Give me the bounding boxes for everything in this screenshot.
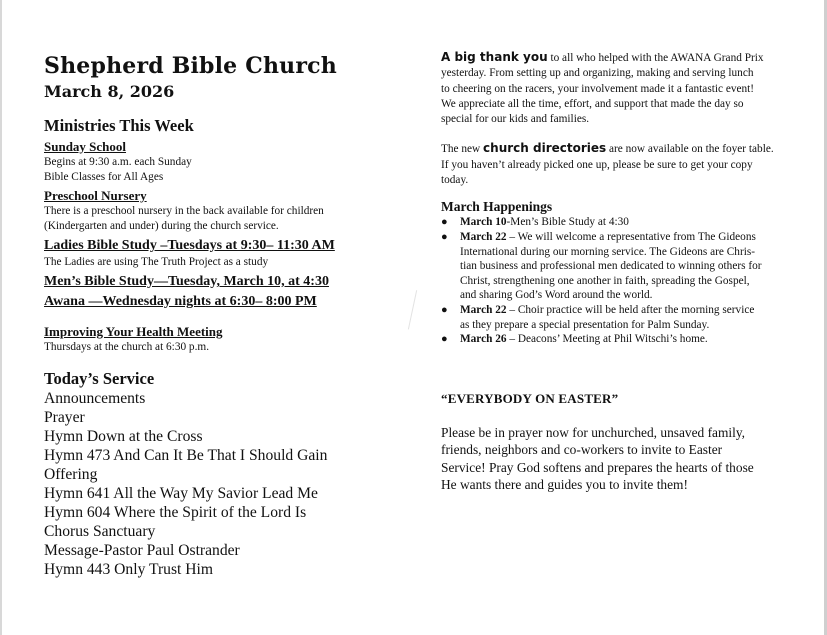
preschool-block xyxy=(44,188,416,234)
happening-item xyxy=(441,215,803,230)
service-item: Offering xyxy=(44,466,98,483)
happening-item xyxy=(441,303,803,332)
service-section xyxy=(44,369,416,579)
thank-you-block xyxy=(441,50,803,127)
preschool-line1: There is a preschool nursery in the back available for children xyxy=(44,205,324,217)
service-item: Hymn 443 Only Trust Him xyxy=(44,561,213,578)
easter-body xyxy=(441,424,803,494)
preschool-heading: Preschool Nursery xyxy=(44,188,147,203)
directories-block xyxy=(441,141,803,188)
easter-line: Please be in prayer now for unchurched, unsaved family, xyxy=(441,424,746,440)
ministries-title: Ministries This Week xyxy=(44,116,194,135)
directories-bold: church directories xyxy=(483,141,607,156)
service-item: Message-Pastor Paul Ostrander xyxy=(44,542,240,559)
health-meeting-heading: Improving Your Health Meeting xyxy=(44,324,223,339)
mens-study-block xyxy=(44,273,416,291)
directories-line3: today. xyxy=(441,174,469,187)
bullet-icon: ● xyxy=(441,216,448,229)
service-item: Hymn 604 Where the Spirit of the Lord Is xyxy=(44,504,307,521)
thank-you-line1: A big thank you to all who helped with the AWANA Grand Prix xyxy=(441,50,764,64)
happenings-list xyxy=(441,215,803,346)
happening-text: -Men’s Bible Study at 4:30 xyxy=(506,216,629,229)
bullet-icon: ● xyxy=(441,303,448,316)
health-meeting-line1: Thursdays at the church at 6:30 p.m. xyxy=(44,341,210,353)
thank-you-line5: special for our kids and families. xyxy=(441,113,590,126)
health-meeting-block xyxy=(44,324,416,355)
directories-line1: The new church directories are now available on the foyer table. xyxy=(441,141,774,156)
easter-line: friends, neighbors and co-workers to invite to Easter xyxy=(441,442,723,458)
thank-you-line4: We appreciate all the time, effort, and support that made the day so xyxy=(441,97,744,110)
easter-heading: “EVERYBODY ON EASTER” xyxy=(441,390,619,406)
service-item: Hymn Down at the Cross xyxy=(44,428,203,445)
ladies-study-block xyxy=(44,237,416,270)
happening-text: – Choir practice will be held after the morning service xyxy=(506,303,755,316)
service-title: Today’s Service xyxy=(44,369,155,388)
sunday-school-block xyxy=(44,139,416,185)
happening-text: tian business and professional men dedicated to winning others for xyxy=(460,260,762,273)
happenings-title: March Happenings xyxy=(441,199,553,215)
left-column xyxy=(44,52,416,579)
bullet-icon: ● xyxy=(441,230,448,243)
happening-date: March 10 xyxy=(460,216,507,229)
happening-date: March 22 xyxy=(460,303,507,316)
happening-date: March 26 xyxy=(460,333,507,346)
happening-text: – We will welcome a representative from The Gideons xyxy=(506,230,756,243)
happening-item xyxy=(441,332,803,347)
happening-text: Christ, strengthening one another in faith, spreading the Gospel, xyxy=(460,274,750,287)
mens-study-heading: Men’s Bible Study—Tuesday, March 10, at 4:30 xyxy=(44,274,329,289)
sunday-school-line1: Begins at 9:30 a.m. each Sunday xyxy=(44,156,192,168)
ladies-study-line1: The Ladies are using The Truth Project as a study xyxy=(44,256,269,268)
bullet-icon: ● xyxy=(441,333,448,346)
ladies-study-heading: Ladies Bible Study –Tuesdays at 9:30– 11:30 AM xyxy=(44,238,335,253)
easter-line: Service! Pray God softens and prepares the hearts of those xyxy=(441,459,754,475)
awana-block xyxy=(44,293,416,311)
sunday-school-heading: Sunday School xyxy=(44,139,127,154)
easter-section xyxy=(441,391,803,494)
service-item: Announcements xyxy=(44,390,146,407)
happening-text: as they prepare a special presentation for Palm Sunday. xyxy=(460,318,710,331)
happenings-section xyxy=(441,198,803,346)
happening-item xyxy=(441,230,803,303)
happening-date: March 22 xyxy=(460,230,507,243)
church-name: Shepherd Bible Church xyxy=(44,53,337,79)
bulletin-date: March 8, 2026 xyxy=(44,82,175,101)
service-item: Prayer xyxy=(44,409,85,426)
preschool-line2: (Kindergarten and under) during the church service. xyxy=(44,220,279,232)
awana-heading: Awana —Wednesday nights at 6:30– 8:00 PM xyxy=(44,294,317,309)
happening-text: and sharing God’s Word around the world. xyxy=(460,289,653,302)
service-item: Hymn 641 All the Way My Savior Lead Me xyxy=(44,485,318,502)
thank-you-line2: yesterday. From setting up and organizing, making and serving lunch xyxy=(441,67,754,80)
service-order-list xyxy=(44,389,416,579)
right-column xyxy=(441,50,803,494)
thank-you-line3: to cheering on the racers, your involvement made it a fantastic event! xyxy=(441,82,755,95)
service-item: Hymn 473 And Can It Be That I Should Gain xyxy=(44,447,328,464)
easter-line: He wants there and guides you to invite them! xyxy=(441,477,688,493)
sunday-school-line2: Bible Classes for All Ages xyxy=(44,171,164,183)
thank-you-lead: A big thank you xyxy=(441,50,548,64)
happening-text: – Deacons’ Meeting at Phil Witschi’s home. xyxy=(506,333,708,346)
ministries-section xyxy=(44,116,416,355)
directories-line2: If you haven’t already picked one up, please be sure to get your copy xyxy=(441,158,753,171)
page-edge-left xyxy=(0,0,2,635)
happening-text: International during our morning service. The Gideons are Chris- xyxy=(460,245,755,258)
service-item: Chorus Sanctuary xyxy=(44,523,156,540)
